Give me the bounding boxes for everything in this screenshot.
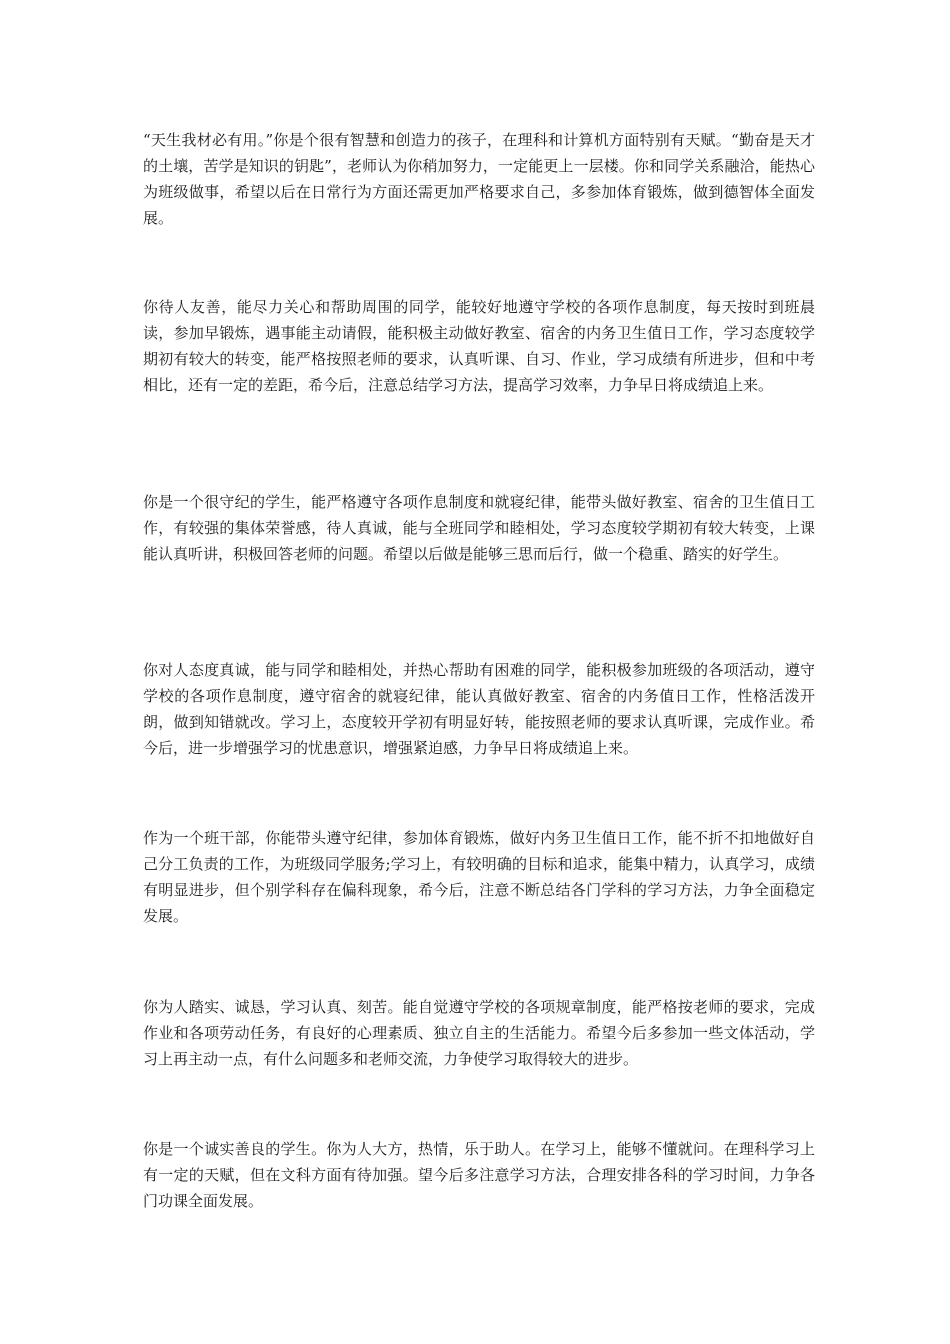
comment-paragraph-2: 你待人友善，能尽力关心和帮助周围的同学，能较好地遵守学校的各项作息制度，每天按时到班晨读，参加早锻炼，遇事能主动请假，能积极主动做好教室、宿舍的内务卫生值日工作，学习态度较学期初有较大的转变，能严格按照老师的要求，认真听课、自习、作业，学习成绩有所进步，但和中考相比，还有一定的差距，希今后，注意总结学习方法，提高学习效率，力争早日将成绩追上来。 [143, 298, 815, 394]
comment-paragraph-3: 你是一个很守纪的学生，能严格遵守各项作息制度和就寝纪律，能带头做好教室、宿舍的卫生值日工作，有较强的集体荣誉感，待人真诚，能与全班同学和睦相处，学习态度较学期初有较大转变，上课能认真听讲，积极回答老师的问题。希望以后做是能够三思而后行，做一个稳重、踏实的好学生。 [143, 493, 815, 563]
comment-paragraph-7: 你是一个诚实善良的学生。你为人大方，热情，乐于助人。在学习上，能够不懂就问。在理科学习上有一定的天赋，但在文科方面有待加强。望今后多注意学习方法，合理安排各科的学习时间，力争各门功课全面发展。 [143, 1140, 815, 1210]
comment-paragraph-6: 你为人踏实、诚恳，学习认真、刻苦。能自觉遵守学校的各项规章制度，能严格按老师的要求，完成作业和各项劳动任务，有良好的心理素质、独立自主的生活能力。希望今后多参加一些文体活动，学习上再主动一点，有什么问题多和老师交流，力争使学习取得较大的进步。 [143, 998, 815, 1068]
comment-paragraph-1: “天生我材必有用。”你是个很有智慧和创造力的孩子，在理科和计算机方面特别有天赋。“勤奋是天才的土壤，苦学是知识的钥匙”，老师认为你稍加努力，一定能更上一层楼。你和同学关系融洽，能热心为班级做事，希望以后在日常行为方面还需更加严格要求自己，多参加体育锻炼，做到德智体全面发展。 [143, 131, 815, 227]
comment-paragraph-4: 你对人态度真诚，能与同学和睦相处，并热心帮助有困难的同学，能积极参加班级的各项活动，遵守学校的各项作息制度，遵守宿舍的就寝纪律，能认真做好教室、宿舍的内务值日工作，性格活泼开朗，做到知错就改。学习上，态度较开学初有明显好转，能按照老师的要求认真听课，完成作业。希今后，进一步增强学习的忧患意识，增强紧迫感，力争早日将成绩追上来。 [143, 661, 815, 757]
comment-paragraph-5: 作为一个班干部，你能带头遵守纪律，参加体育锻炼，做好内务卫生值日工作，能不折不扣地做好自己分工负责的工作，为班级同学服务;学习上，有较明确的目标和追求，能集中精力，认真学习，成绩有明显进步，但个别学科存在偏科现象，希今后，注意不断总结各门学科的学习方法，力争全面稳定发展。 [143, 829, 815, 925]
